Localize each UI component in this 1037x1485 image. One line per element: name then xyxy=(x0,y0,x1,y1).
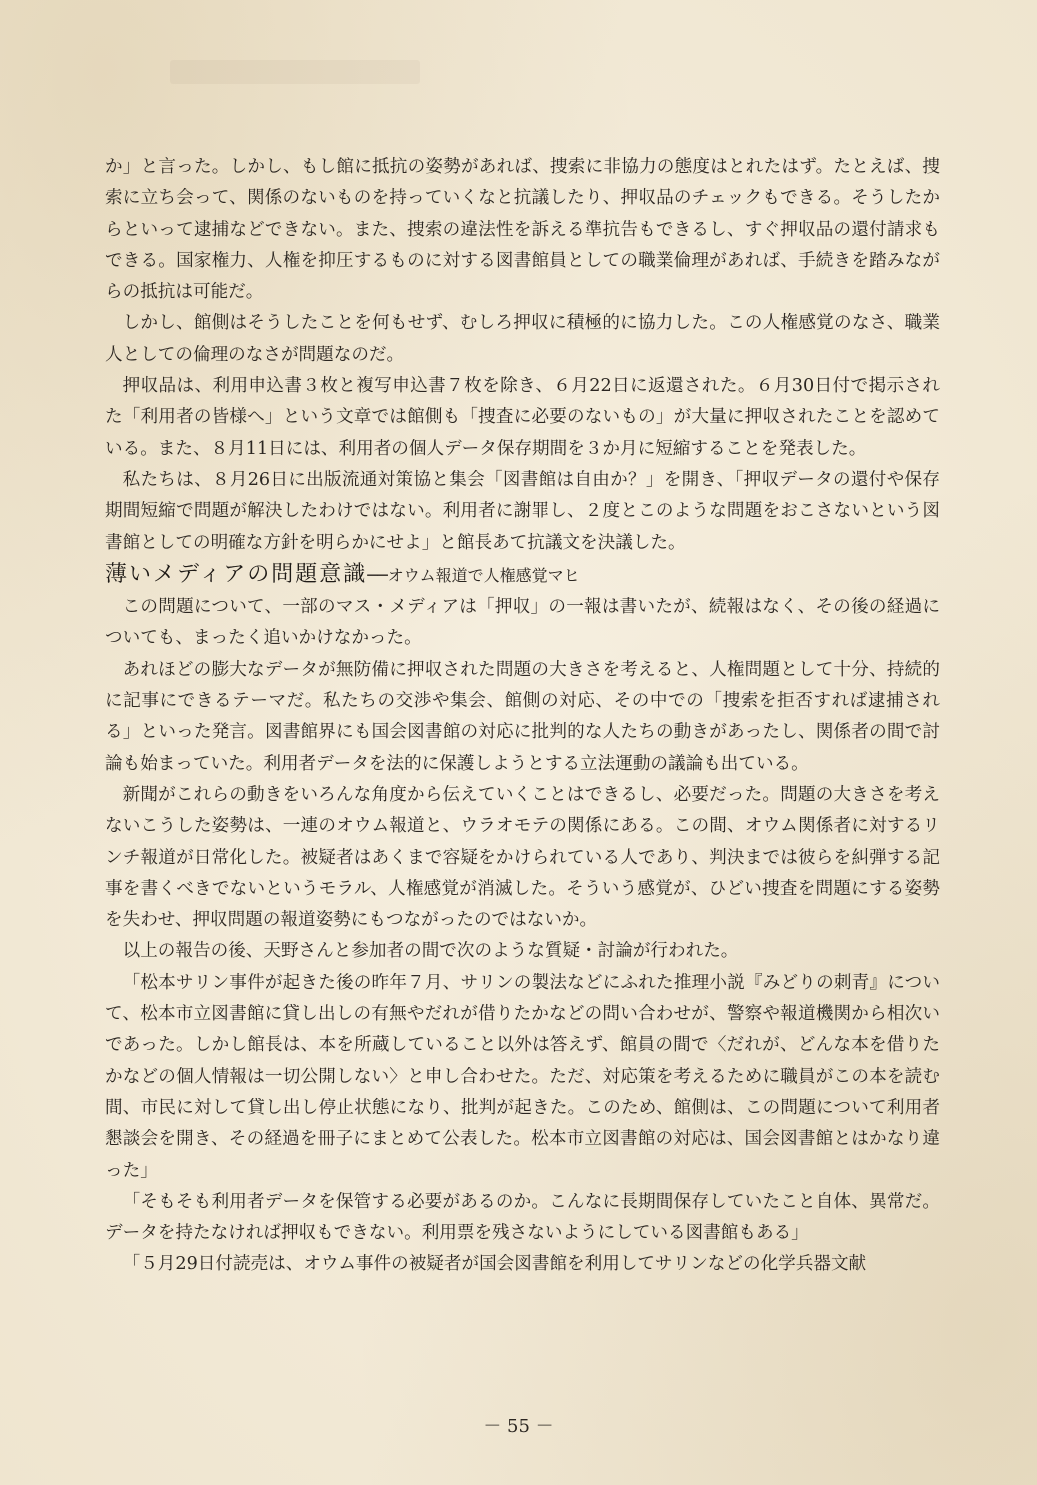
paragraph: 新聞がこれらの動きをいろんな角度から伝えていくことはできるし、必要だった。問題の大きさを考えないこうした姿勢は、一連のオウム報道と、ウラオモテの関係にある。この間、オウム関係者に対するリンチ報道が日常化した。被疑者はあくまで容疑をかけられている人であり、判決までは彼らを糾弾する記事を書くべきでないというモラル、人権感覚が消滅した。そういう感覚が、ひどい捜査を問題にする姿勢を失わせ、押収問題の報道姿勢にもつながったのではないか。 xyxy=(105,784,940,931)
paragraph: 「５月29日付読売は、オウム事件の被疑者が国会図書館を利用してサリンなどの化学兵器文献 xyxy=(122,1254,867,1275)
paragraph: 「そもそも利用者データを保管する必要があるのか。こんなに長期間保存していたこと自体、異常だ。データを持たなければ押収もできない。利用票を残さないようにしている図書館もある」 xyxy=(105,1191,940,1244)
page-number: － 55 － xyxy=(483,1416,554,1437)
paragraph: あれほどの膨大なデータが無防備に押収された問題の大きさを考えると、人権問題として十分、持続的に記事にできるテーマだ。私たちの交渉や集会、館側の対応、その中での「捜索を拒否すれば逮捕される」といった発言。図書館界にも国会図書館の対応に批判的な人たちの動きがあったし、関係者の間で討論も始まっていた。利用者データを法的に保護しようとする立法運動の議論も出ている。 xyxy=(105,659,940,774)
body-text xyxy=(105,152,940,1281)
paragraph: しかし、館側はそうしたことを何もせず、むしろ押収に積極的に協力した。この人権感覚のなさ、職業人としての倫理のなさが問題なのだ。 xyxy=(105,313,940,365)
section-heading-main: 薄いメディアの問題意識 xyxy=(105,561,368,587)
paragraph: 「松本サリン事件が起きた後の昨年７月、サリンの製法などにふれた推理小説『みどりの刺青』について、松本市立図書館に貸し出しの有無やだれが借りたかなどの問い合わせが、警察や報道機関から相次いであった。しかし館長は、本を所蔵していること以外は答えず、館員の間で〈だれが、どんな本を借りたかなどの個人情報は一切公開しない〉と申し合わせた。ただ、対応策を考えるために職員がこの本を読む間、市民に対して貸し出し停止状態になり、批判が起きた。このため、館側は、この問題について利用者懇談会を開き、その経過を冊子にまとめて公表した。松本市立図書館の対応は、国会図書館とはかなり違った」 xyxy=(105,972,940,1181)
paragraph: この問題について、一部のマス・メディアは「押収」の一報は書いたが、続報はなく、その後の経過についても、まったく追いかけなかった。 xyxy=(105,597,940,649)
faint-bleed-through xyxy=(170,60,420,84)
paragraph: 以上の報告の後、天野さんと参加者の間で次のような質疑・討論が行われた。 xyxy=(122,941,739,962)
paragraph: 押収品は、利用申込書３枚と複写申込書７枚を除き、６月22日に返還された。６月30日付で掲示された「利用者の皆様へ」という文章では館側も「捜査に必要のないもの」が大量に押収されたことを認めている。また、８月11日には、利用者の個人データ保存期間を３か月に短縮することを発表した。 xyxy=(105,376,940,459)
section-heading-sub: オウム報道で人権感覚マヒ xyxy=(387,565,580,585)
section-heading-dash: ── xyxy=(367,565,388,586)
paragraph: 私たちは、８月26日に出版流通対策協と集会「図書館は自由か？」を開き、「押収データの還付や保存期間短縮で問題が解決したわけではない。利用者に謝罪し、２度とこのような問題をおこさないという図書館としての明確な方針を明らかにせよ」と館長あて抗議文を決議した。 xyxy=(105,469,940,553)
paragraph: か」と言った。しかし、もし館に抵抗の姿勢があれば、捜索に非協力の態度はとれたはず。たとえば、捜索に立ち会って、関係のないものを持っていくなと抗議したり、押収品のチェックもできる。そうしたからといって逮捕などできない。また、捜索の違法性を訴える準抗告もできるし、すぐ押収品の還付請求もできる。国家権力、人権を抑圧するものに対する図書館員としての職業倫理があれば、手続きを踏みながらの抵抗は可能だ。 xyxy=(105,157,940,303)
section-heading xyxy=(105,559,940,592)
